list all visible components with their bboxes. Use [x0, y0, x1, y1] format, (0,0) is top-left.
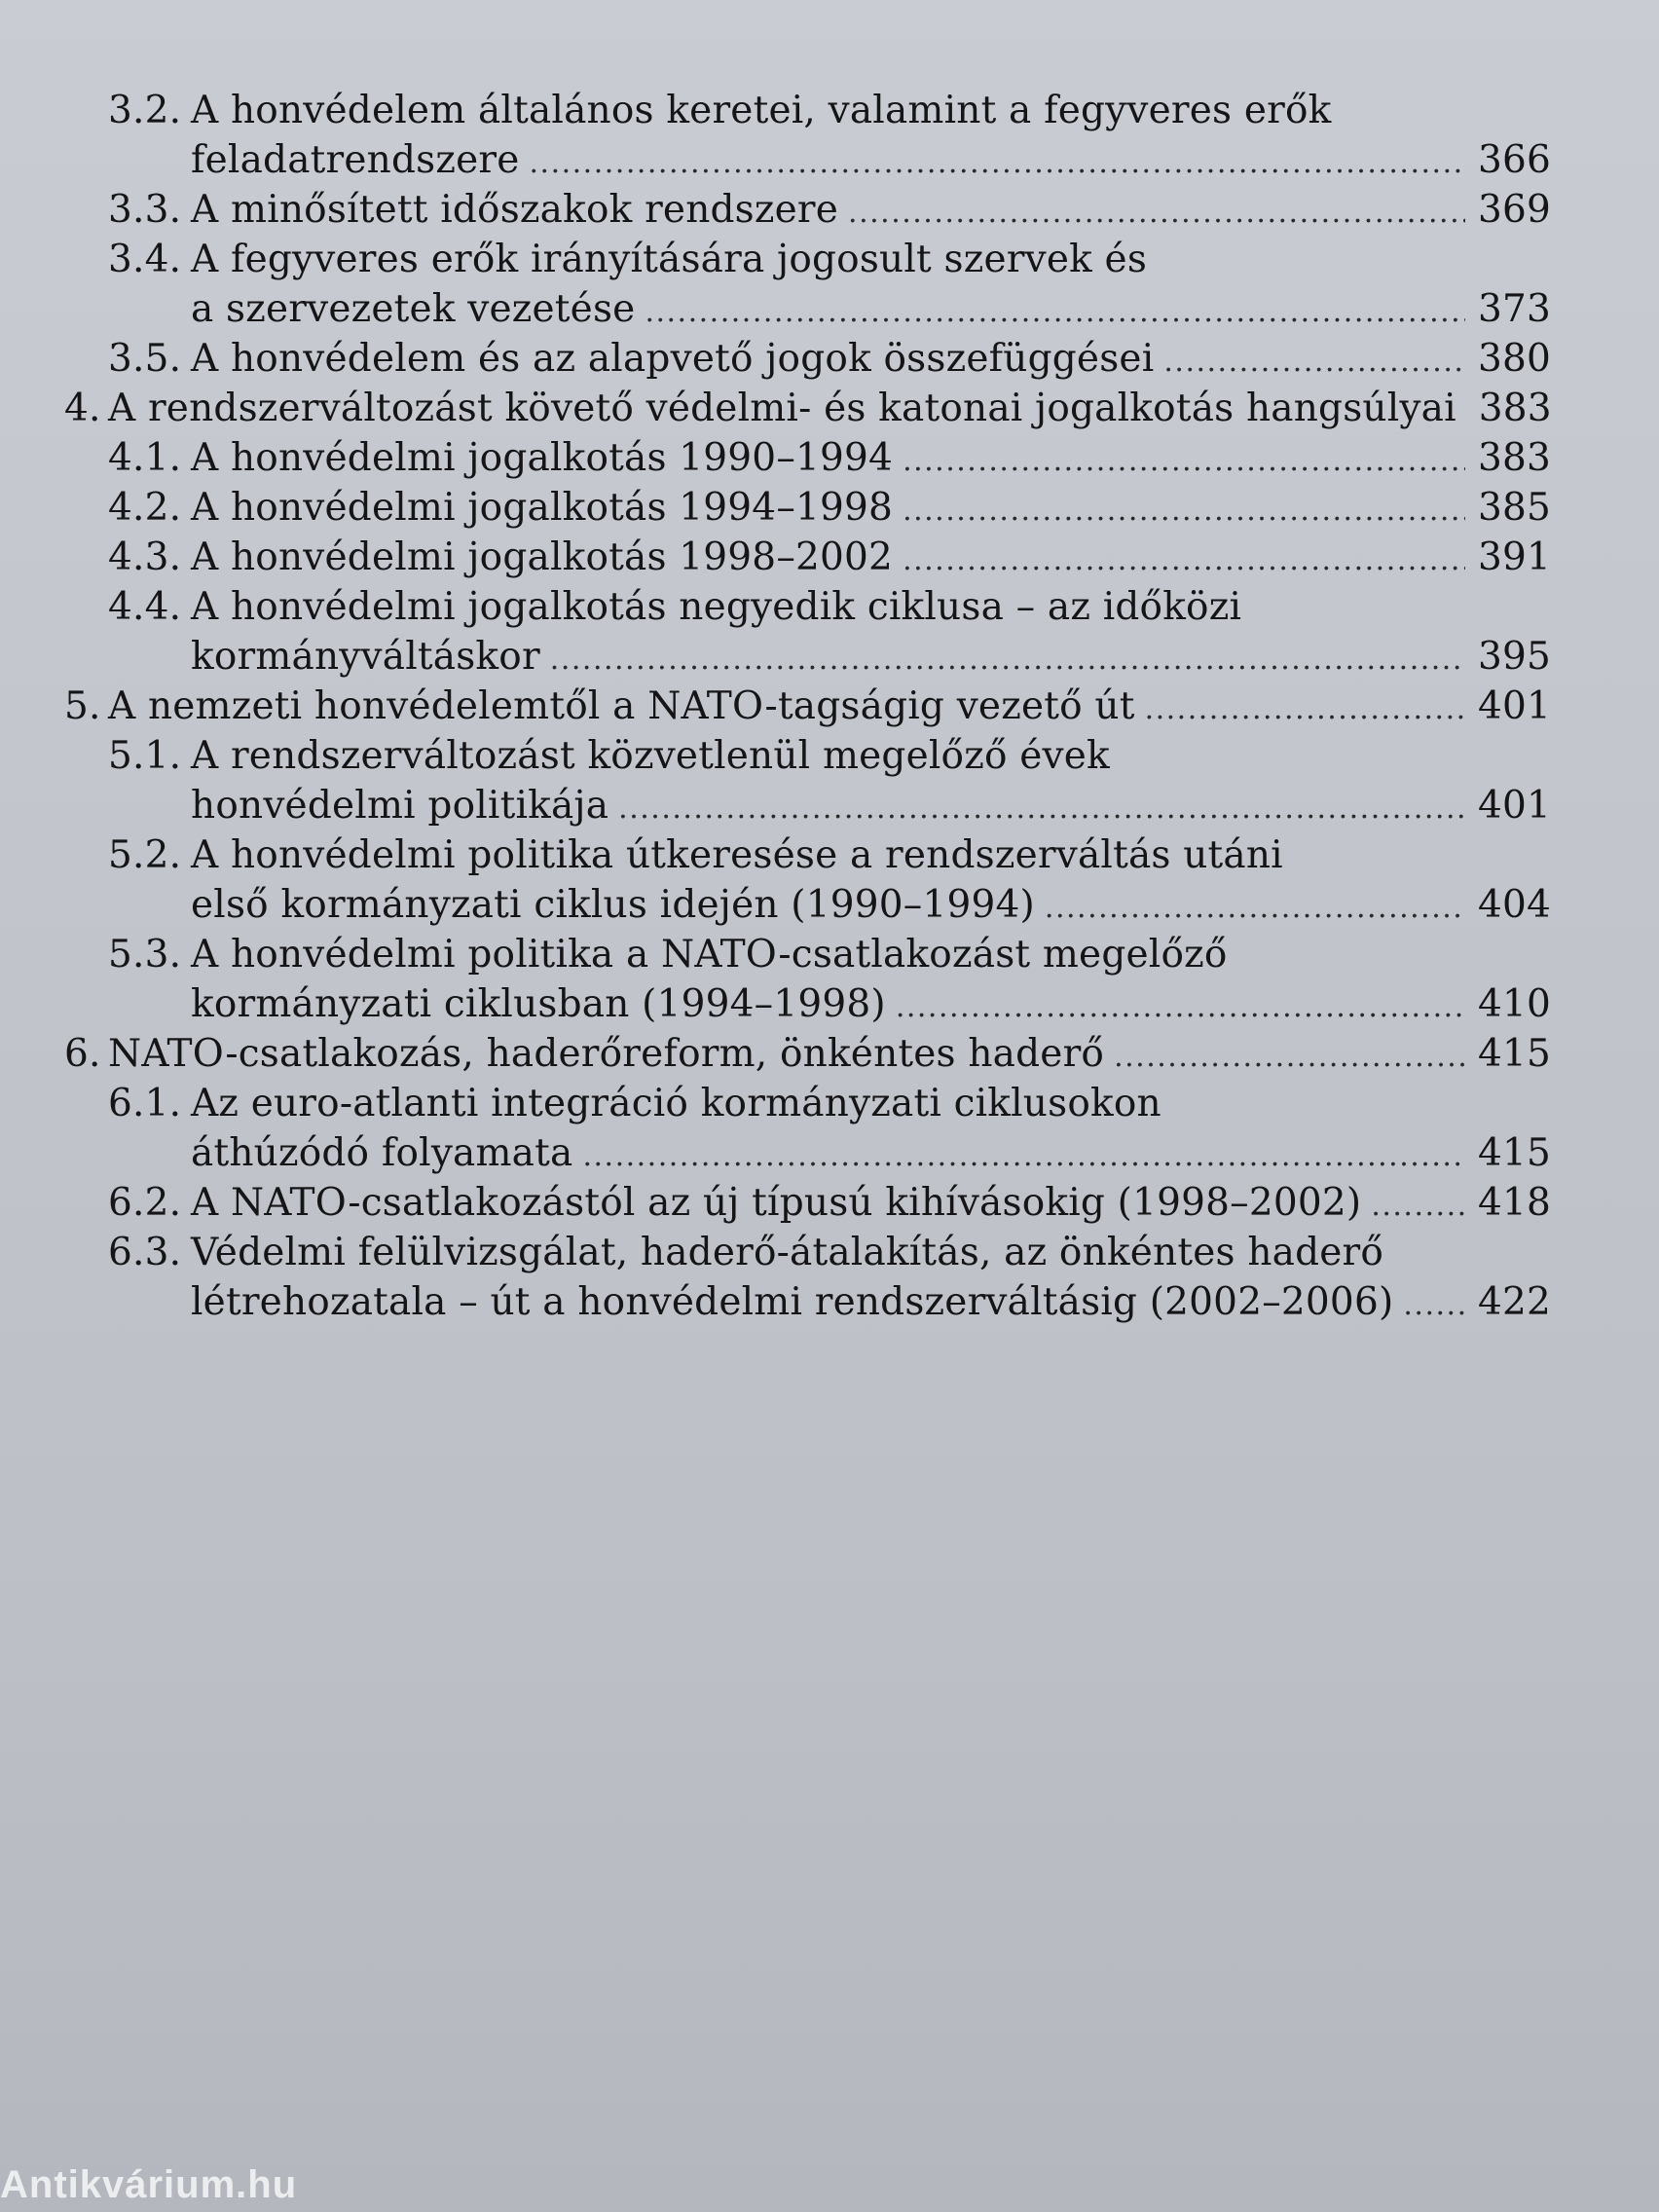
toc-entry-4-4 [64, 582, 1551, 682]
toc-entry-title-line: Védelmi felülvizsgálat, haderő-átalakítás, az önkéntes haderő [191, 1231, 1384, 1274]
toc-entry-title-line: A honvédelmi jogalkotás 1990–1994 [191, 436, 894, 480]
toc-entry-3-2 [64, 86, 1551, 185]
toc-entry-number: 4.4. [108, 585, 182, 629]
toc-entry-title-line: A honvédelmi politika a NATO-csatlakozást megelőző [191, 933, 1228, 977]
toc-entry-5-2 [64, 830, 1551, 930]
toc-page-number: 383 [1477, 436, 1551, 480]
toc-entry-4-2 [64, 483, 1551, 533]
toc-page-number: 401 [1477, 784, 1551, 828]
toc-entry-number: 6.2. [108, 1181, 182, 1225]
toc-entry-title-line: A honvédelmi jogalkotás 1994–1998 [191, 486, 894, 530]
toc-page-number: 418 [1477, 1181, 1551, 1225]
toc-entry-title-line: NATO-csatlakozás, haderőreform, önkéntes haderő [108, 1032, 1105, 1076]
toc-entry-title-line: A honvédelem általános keretei, valamint a fegyveres erők [191, 89, 1332, 132]
toc-page-number: 401 [1477, 684, 1551, 728]
toc-entry-number: 4.3. [108, 535, 182, 579]
dot-leader [1114, 1032, 1465, 1082]
toc-entry-3-3 [64, 185, 1551, 235]
toc-entry-number: 5.1. [108, 734, 182, 778]
toc-entry-title-line: A NATO-csatlakozástól az új típusú kihívásokig (1998–2002) [191, 1181, 1362, 1225]
toc-page-number: 415 [1477, 1131, 1551, 1175]
toc-page-number: 369 [1477, 188, 1551, 232]
toc-entry-number: 5. [64, 684, 101, 728]
watermark: Antikvárium.hu [0, 2163, 298, 2206]
toc-entry-4-3 [64, 533, 1551, 582]
toc-entry-number: 4. [64, 387, 101, 430]
toc-entry-number: 3.5. [108, 337, 182, 381]
toc-page-number: 395 [1477, 635, 1551, 679]
toc-entry-number: 4.1. [108, 436, 182, 480]
toc-entry-title-line: A honvédelmi jogalkotás 1998–2002 [191, 535, 894, 579]
toc-entry-6-2 [64, 1178, 1551, 1228]
toc-entry-title-line: a szervezetek vezetése [191, 287, 636, 331]
toc-page-number: 380 [1477, 337, 1551, 381]
toc-page-number: 383 [1478, 387, 1552, 430]
dot-leader [903, 486, 1465, 535]
dot-leader [1163, 337, 1465, 387]
toc-entry-5-3 [64, 930, 1551, 1029]
dot-leader [645, 287, 1465, 337]
toc-entry-title-line: kormányváltáskor [191, 635, 540, 679]
dot-leader [896, 982, 1465, 1032]
toc-entry-title-line: A minősített időszakok rendszere [191, 188, 839, 232]
toc-entry-title-line: A fegyveres erők irányítására jogosult szervek és [191, 238, 1148, 281]
dot-leader [530, 138, 1466, 188]
toc-entry-title-line: kormányzati ciklusban (1994–1998) [191, 982, 886, 1026]
toc-page-number: 404 [1477, 883, 1551, 927]
toc-entry-3-4 [64, 235, 1551, 334]
toc-entry-title-line: A honvédelmi jogalkotás negyedik ciklusa – az időközi [191, 585, 1242, 629]
dot-leader [618, 784, 1465, 833]
toc-page-number: 410 [1477, 982, 1551, 1026]
dot-leader [582, 1131, 1465, 1181]
toc-entry-title-line: honvédelmi politikája [191, 784, 609, 828]
dot-leader [1371, 1181, 1465, 1231]
dot-leader [903, 436, 1465, 486]
toc-entry-4-1 [64, 433, 1551, 483]
toc-entry-5-1 [64, 731, 1551, 830]
dot-leader [903, 535, 1465, 585]
dot-leader [1403, 1280, 1465, 1330]
toc-page-number: 415 [1477, 1032, 1551, 1076]
toc-entry-title-line: A honvédelem és az alapvető jogok összefüggései [191, 337, 1155, 381]
toc-entry-number: 5.2. [108, 833, 182, 877]
toc-entry-number: 5.3. [108, 933, 182, 977]
toc-entry-number: 3.3. [108, 188, 182, 232]
toc-page-number: 373 [1477, 287, 1551, 331]
toc-entry-title-line: A rendszerváltozást követő védelmi- és katonai jogalkotás hangsúlyai [108, 387, 1456, 430]
toc-entry-4 [64, 384, 1551, 433]
dot-leader [848, 188, 1465, 238]
toc-entry-6-1 [64, 1079, 1551, 1178]
toc-entry-title-line: A rendszerváltozást közvetlenül megelőző évek [191, 734, 1110, 778]
toc-entry-6-3 [64, 1228, 1551, 1327]
toc-page-number: 385 [1477, 486, 1551, 530]
table-of-contents [64, 86, 1551, 1327]
dot-leader [1045, 883, 1465, 933]
toc-entry-title-line: A nemzeti honvédelemtől a NATO-tagságig vezető út [108, 684, 1135, 728]
toc-entry-number: 3.4. [108, 238, 182, 281]
toc-entry-6 [64, 1029, 1551, 1079]
toc-entry-number: 4.2. [108, 486, 182, 530]
toc-entry-3-5 [64, 334, 1551, 384]
toc-page-number: 366 [1477, 138, 1551, 182]
toc-entry-title-line: áthúzódó folyamata [191, 1131, 573, 1175]
toc-entry-title-line: A honvédelmi politika útkeresése a rendszerváltás utáni [191, 833, 1283, 877]
toc-entry-number: 3.2. [108, 89, 182, 132]
toc-entry-5 [64, 682, 1551, 731]
toc-entry-title-line: Az euro-atlanti integráció kormányzati ciklusokon [191, 1082, 1161, 1125]
toc-entry-number: 6.3. [108, 1231, 182, 1274]
toc-page-number: 422 [1477, 1280, 1551, 1324]
toc-entry-title-line: feladatrendszere [191, 138, 520, 182]
toc-entry-number: 6. [64, 1032, 101, 1076]
dot-leader [1145, 684, 1465, 734]
toc-entry-number: 6.1. [108, 1082, 182, 1125]
toc-page-number: 391 [1477, 535, 1551, 579]
dot-leader [550, 635, 1465, 684]
toc-entry-title-line: létrehozatala – út a honvédelmi rendszerváltásig (2002–2006) [191, 1280, 1394, 1324]
toc-entry-title-line: első kormányzati ciklus idején (1990–1994) [191, 883, 1035, 927]
